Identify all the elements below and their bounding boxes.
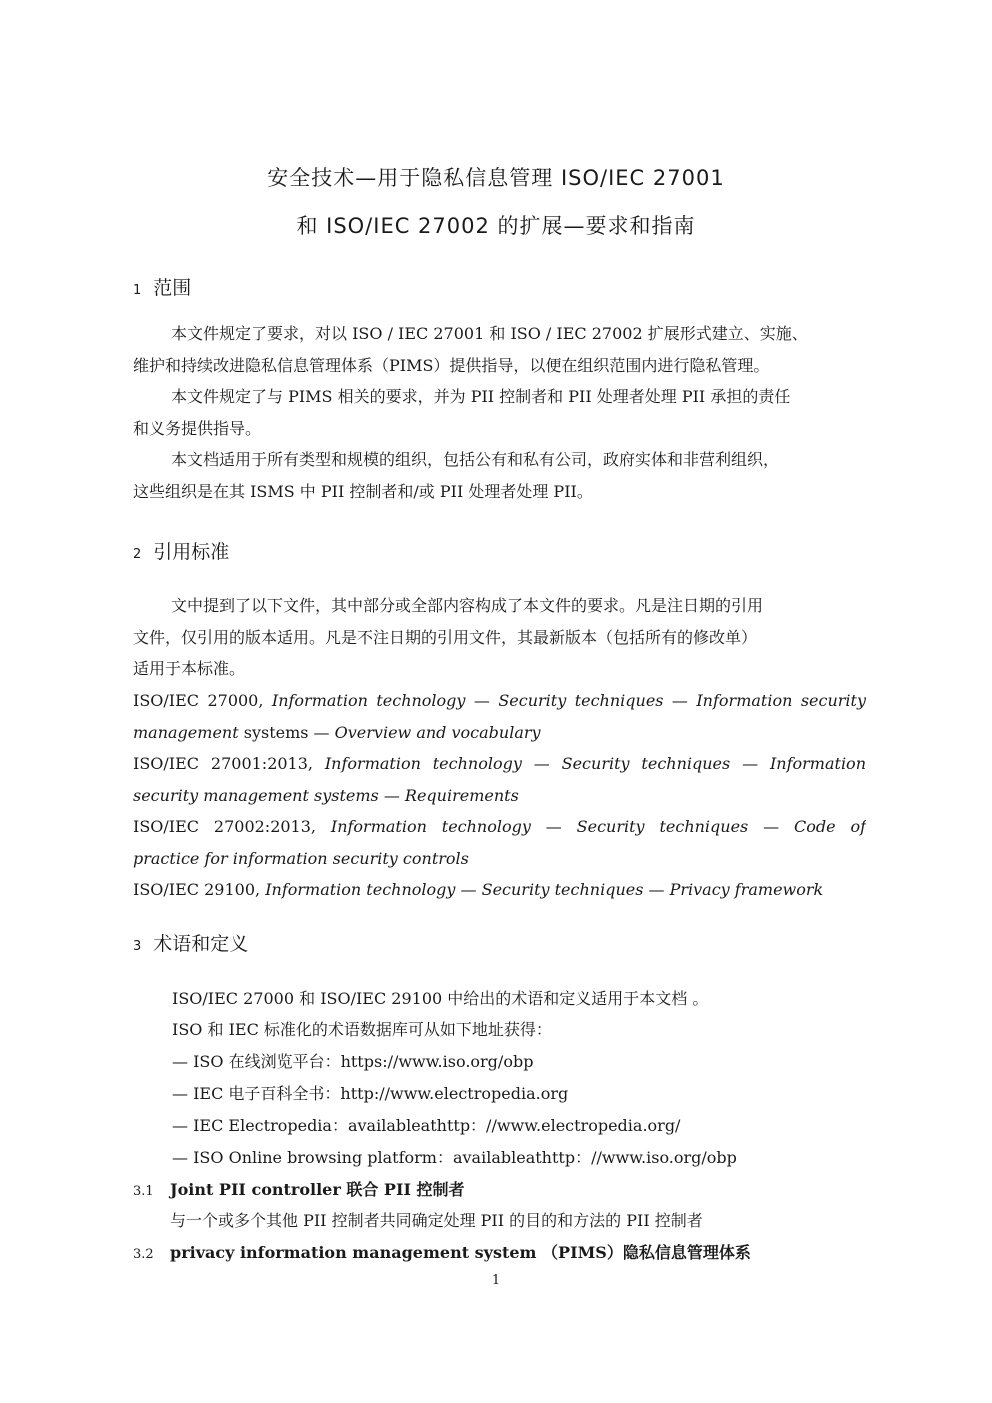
- terms-list-item: — ISO 在线浏览平台：https://www.iso.org/obp: [172, 1052, 534, 1071]
- terms-list-item: — IEC 电子百科全书：http://www.electropedia.org: [172, 1084, 569, 1103]
- section-2-heading: [133, 537, 229, 564]
- page-number: 1: [491, 1273, 501, 1288]
- scope-para3-line1: 本文档适用于所有类型和规模的组织，包括公有和私有公司，政府实体和非营利组织，: [171, 450, 780, 469]
- subsection-3-1-number: 3.1: [133, 1184, 154, 1199]
- subsection-3-1-definition: 与一个或多个其他 PII 控制者共同确定处理 PII 的目的和方法的 PII 控制者: [170, 1211, 703, 1230]
- section-3-heading: [133, 929, 248, 956]
- refs-intro-line2: 文件，仅引用的版本适用。凡是不注日期的引用文件，其最新版本（包括所有的修改单）: [133, 627, 758, 647]
- subsection-3-2-number: 3.2: [133, 1247, 154, 1262]
- document-title-line1: 安全技术—用于隐私信息管理 ISO/IEC 27001: [267, 166, 725, 190]
- section-2-intro: [133, 590, 866, 685]
- terms-list-item: — IEC Electropedia：availableathttp：//www.electropedia.org/: [172, 1116, 681, 1135]
- refs-intro-line1: 文中提到了以下文件，其中部分或全部内容构成了本文件的要求。凡是注日期的引用: [171, 596, 764, 615]
- refs-intro-line3: 适用于本标准。: [133, 659, 246, 678]
- terms-line1: ISO/IEC 27000 和 ISO/IEC 29100 中给出的术语和定义适用于本文档 。: [172, 989, 709, 1008]
- subsection-3-1-term: Joint PII controller 联合 PII 控制者: [170, 1180, 465, 1199]
- subsection-3-2-term: privacy information management system （PIMS）隐私信息管理体系: [170, 1243, 751, 1262]
- section-3-title: 术语和定义: [153, 933, 249, 955]
- terms-line2: ISO 和 IEC 标准化的术语数据库可从如下地址获得：: [172, 1020, 552, 1039]
- scope-para3-line2: 这些组织是在其 ISMS 中 PII 控制者和/或 PII 处理者处理 PII。: [133, 481, 593, 501]
- section-1-number: 1: [133, 283, 142, 298]
- subsection-3-2: [133, 1240, 751, 1263]
- section-2-number: 2: [133, 547, 142, 562]
- reference-entry: ISO/IEC 27002:2013, Information technology — Security techniques — Code of practice for information security controls: [133, 817, 866, 868]
- terms-list-item: — ISO Online browsing platform：availableathttp：//www.iso.org/obp: [172, 1148, 737, 1167]
- reference-entry: ISO/IEC 29100, Information technology — Security techniques — Privacy framework: [133, 880, 824, 899]
- document-title-line2: 和 ISO/IEC 27002 的扩展—要求和指南: [296, 214, 696, 238]
- section-1-title: 范围: [153, 277, 192, 299]
- scope-para1-line1: 本文件规定了要求，对以 ISO / IEC 27001 和 ISO / IEC 27002 扩展形式建立、实施、: [171, 324, 808, 343]
- reference-entry: ISO/IEC 27001:2013, Information technology — Security techniques — Information security management systems — Requirements: [133, 754, 866, 805]
- subsection-3-1: [133, 1177, 465, 1200]
- section-1-body: [133, 318, 866, 507]
- scope-para2-line1: 本文件规定了与 PIMS 相关的要求，并为 PII 控制者和 PII 处理者处理 PII 承担的责任: [171, 387, 791, 406]
- reference-entry: ISO/IEC 27000, Information technology — Security techniques — Information security management systems — Overview and vocabulary: [133, 691, 866, 742]
- scope-para2-line2: 和义务提供指导。: [133, 418, 262, 438]
- scope-para1-line2: 维护和持续改进隐私信息管理体系（PIMS）提供指导，以便在组织范围内进行隐私管理。: [133, 355, 770, 375]
- section-2-title: 引用标准: [153, 541, 230, 563]
- section-1-heading: [133, 273, 191, 300]
- section-3-number: 3: [133, 939, 142, 954]
